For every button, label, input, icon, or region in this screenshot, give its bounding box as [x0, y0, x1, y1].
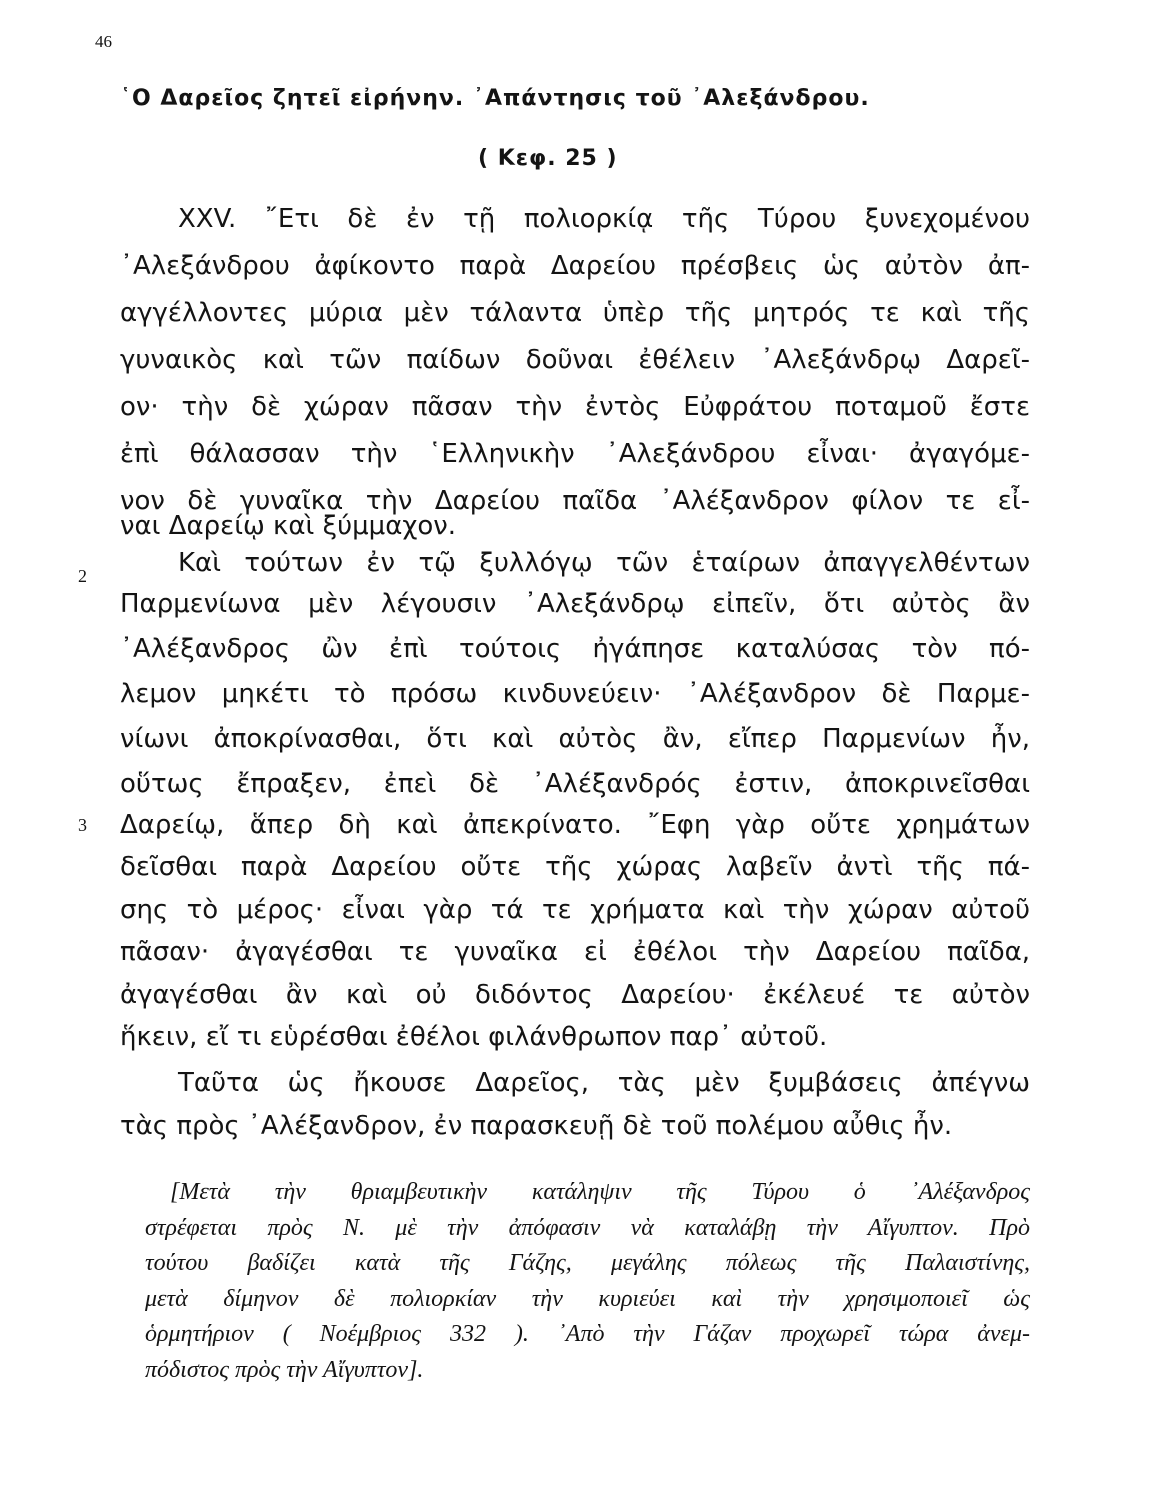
text-line: οὕτως ἔπραξεν, ἐπεὶ δὲ ᾿Αλέξανδρός ἐστιν, ἀποκρινεῖσθαι — [120, 769, 1030, 799]
text-line: λεμον μηκέτι τὸ πρόσω κινδυνεύειν· ᾿Αλέξανδρον δὲ Παρμε- — [120, 679, 1030, 709]
text-line: σης τὸ μέρος· εἶναι γὰρ τά τε χρήματα καὶ τὴν χώραν αὐτοῦ — [120, 895, 1030, 925]
note-line: τούτου βαδίζει κατὰ τῆς Γάζης, μεγάλης πόλεως τῆς Παλαιστίνης, — [145, 1250, 1030, 1276]
text-line: XXV. ῎Ετι δὲ ἐν τῇ πολιορκίᾳ τῆς Τύρου ξυνεχομένου — [178, 204, 1030, 234]
text-line: Παρμενίωνα μὲν λέγουσιν ᾿Αλεξάνδρῳ εἰπεῖν, ὅτι αὐτὸς ἂν — [120, 589, 1030, 619]
text-line: ἥκειν, εἴ τι εὑρέσθαι ἐθέλοι φιλάνθρωπον παρ᾿ αὐτοῦ. — [120, 1022, 828, 1052]
text-line: γυναικὸς καὶ τῶν παίδων δοῦναι ἐθέλειν ᾿Αλεξάνδρῳ Δαρεῖ- — [120, 345, 1030, 375]
text-line: ἀγαγέσθαι ἂν καὶ οὐ διδόντος Δαρείου· ἐκέλευέ τε αὐτὸν — [120, 980, 1030, 1010]
chapter-heading: ( Κεφ. 25 ) — [478, 146, 618, 171]
note-line: [Μετὰ τὴν θριαμβευτικὴν κατάληψιν τῆς Τύρου ὁ ᾿Αλέξανδρος — [170, 1179, 1030, 1205]
section-number: 3 — [78, 815, 87, 835]
text-line: νίωνι ἀποκρίνασθαι, ὅτι καὶ αὐτὸς ἂν, εἴπερ Παρμενίων ἦν, — [120, 724, 1030, 754]
text-line: Ταῦτα ὡς ἤκουσε Δαρεῖος, τὰς μὲν ξυμβάσεις ἀπέγνω — [178, 1068, 1030, 1098]
note-line: πόδιστος πρὸς τὴν Αἴγυπτον]. — [145, 1357, 424, 1383]
text-line: τὰς πρὸς ᾿Αλέξανδρον, ἐν παρασκευῇ δὲ τοῦ πολέμου αὖθις ἦν. — [120, 1111, 953, 1141]
page-number: 46 — [95, 32, 112, 51]
text-line: Καὶ τούτων ἐν τῷ ξυλλόγῳ τῶν ἑταίρων ἀπαγγελθέντων — [178, 548, 1030, 578]
text-line: νον δὲ γυναῖκα τὴν Δαρείου παῖδα ᾿Αλέξανδρον φίλον τε εἶ- — [120, 486, 1030, 516]
page-title: ῾Ο Δαρεῖος ζητεῖ εἰρήνην. ᾿Απάντησις τοῦ ᾿Αλεξάνδρου. — [120, 86, 870, 111]
text-line: ᾿Αλεξάνδρου ἀφίκοντο παρὰ Δαρείου πρέσβεις ὡς αὐτὸν ἀπ- — [120, 251, 1030, 281]
text-line: ον· τὴν δὲ χώραν πᾶσαν τὴν ἐντὸς Εὐφράτου ποταμοῦ ἔστε — [120, 392, 1030, 422]
text-line: ᾿Αλέξανδρος ὢν ἐπὶ τούτοις ἠγάπησε καταλύσας τὸν πό- — [120, 634, 1030, 664]
note-line: ὁρμητήριον ( Νοέμβριος 332 ). ᾿Απὸ τὴν Γάζαν προχωρεῖ τώρα ἀνεμ- — [145, 1321, 1030, 1347]
text-line: Δαρείῳ, ἅπερ δὴ καὶ ἀπεκρίνατο. ῎Εφη γὰρ οὔτε χρημάτων — [120, 810, 1030, 840]
section-number: 2 — [78, 566, 87, 586]
note-line: στρέφεται πρὸς Ν. μὲ τὴν ἀπόφασιν νὰ καταλάβῃ τὴν Αἴγυπτον. Πρὸ — [145, 1215, 1030, 1241]
text-line: δεῖσθαι παρὰ Δαρείου οὔτε τῆς χώρας λαβεῖν ἀντὶ τῆς πά- — [120, 852, 1030, 882]
text-line: ἐπὶ θάλασσαν τὴν ῾Ελληνικὴν ᾿Αλεξάνδρου εἶναι· ἀγαγόμε- — [120, 439, 1030, 469]
text-line: αγγέλλοντες μύρια μὲν τάλαντα ὑπὲρ τῆς μητρός τε καὶ τῆς — [120, 298, 1030, 328]
note-line: μετὰ δίμηνον δὲ πολιορκίαν τὴν κυριεύει καὶ τὴν χρησιμοποιεῖ ὡς — [145, 1286, 1030, 1312]
text-line: πᾶσαν· ἀγαγέσθαι τε γυναῖκα εἰ ἐθέλοι τὴν Δαρείου παῖδα, — [120, 937, 1030, 967]
text-line: ναι Δαρείῳ καὶ ξύμμαχον. — [120, 511, 457, 541]
